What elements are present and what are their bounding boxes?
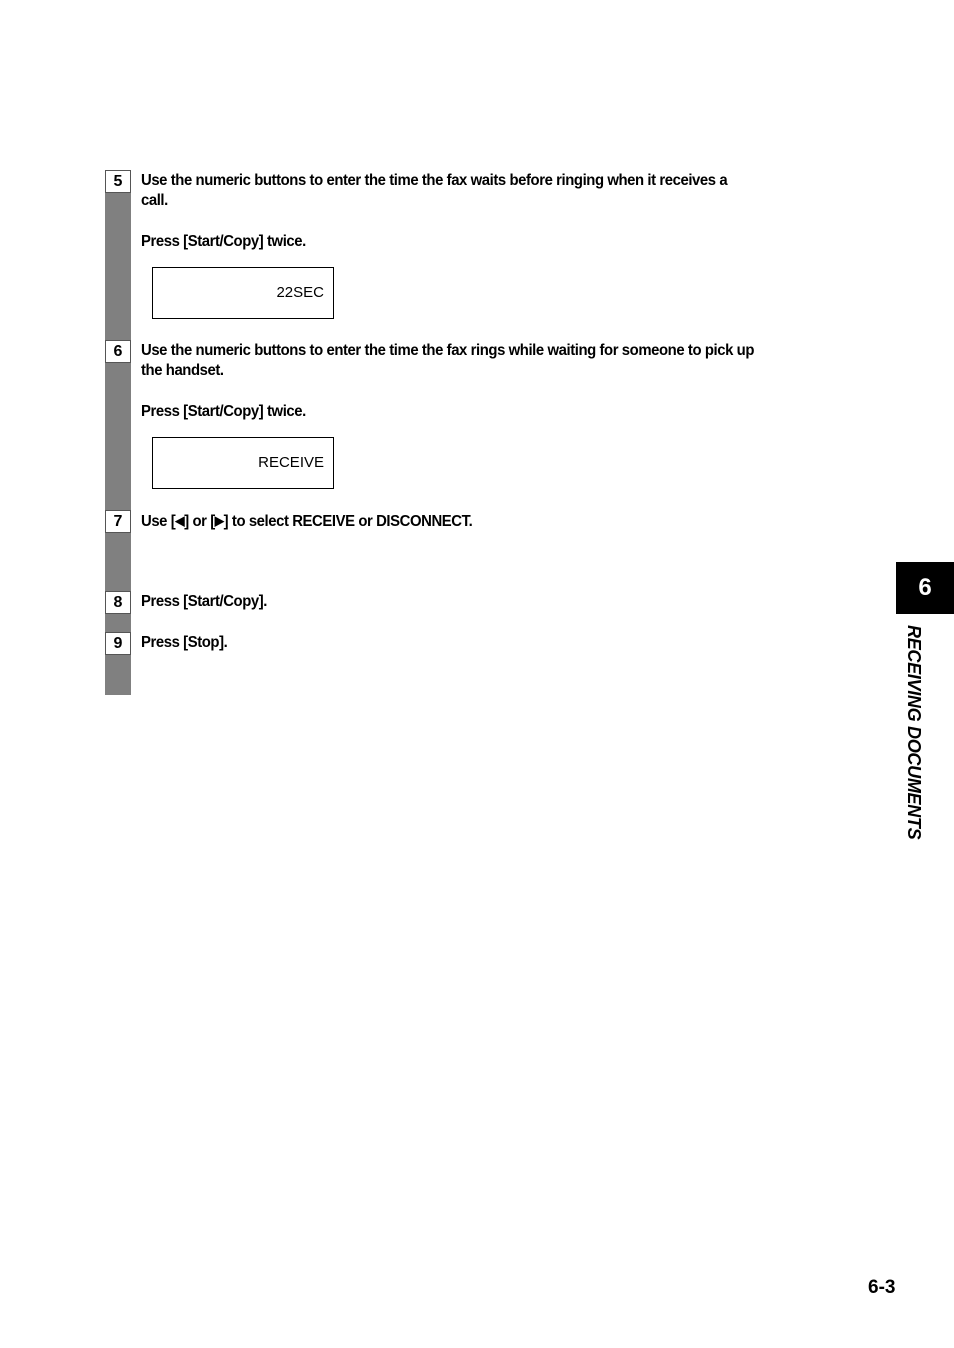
step-number-6: 6 [105, 340, 131, 363]
step-6-line-2: the handset. [141, 362, 224, 379]
step-5-instruction [141, 171, 797, 211]
step-7-text-pre: Use [ [141, 513, 176, 530]
step-number-5: 5 [105, 170, 131, 193]
step-number-8: 8 [105, 591, 131, 614]
step-6-instruction [141, 341, 797, 381]
left-arrow-icon: ◀ [175, 513, 185, 528]
lcd-text: 22SEC [276, 284, 324, 301]
right-arrow-icon: ▶ [214, 513, 224, 528]
step-number-9: 9 [105, 632, 131, 655]
step-5-subinstruction: Press [Start/Copy] twice. [141, 233, 306, 250]
chapter-tab: 6 [896, 562, 954, 614]
lcd-text: RECEIVE [258, 454, 324, 471]
step-9-instruction: Press [Stop]. [141, 634, 228, 651]
step-6-line-1: Use the numeric buttons to enter the time the fax rings while waiting for someone to pick up [141, 342, 755, 359]
lcd-display-step-6 [152, 437, 334, 489]
step-7-text-post: ] to select RECEIVE or DISCONNECT. [223, 513, 473, 530]
lcd-display-step-5 [152, 267, 334, 319]
step-sidebar-bar [105, 170, 131, 695]
step-8-instruction: Press [Start/Copy]. [141, 593, 268, 610]
chapter-title: RECEIVING DOCUMENTS [904, 625, 924, 840]
step-5-line-2: call. [141, 192, 168, 209]
step-7-instruction [141, 511, 797, 532]
page-number: 6-3 [868, 1277, 896, 1298]
step-6-subinstruction: Press [Start/Copy] twice. [141, 403, 306, 420]
step-number-7: 7 [105, 510, 131, 533]
step-7-text-mid: ] or [ [184, 513, 215, 530]
step-5-line-1: Use the numeric buttons to enter the time the fax waits before ringing when it receives a [141, 172, 728, 189]
